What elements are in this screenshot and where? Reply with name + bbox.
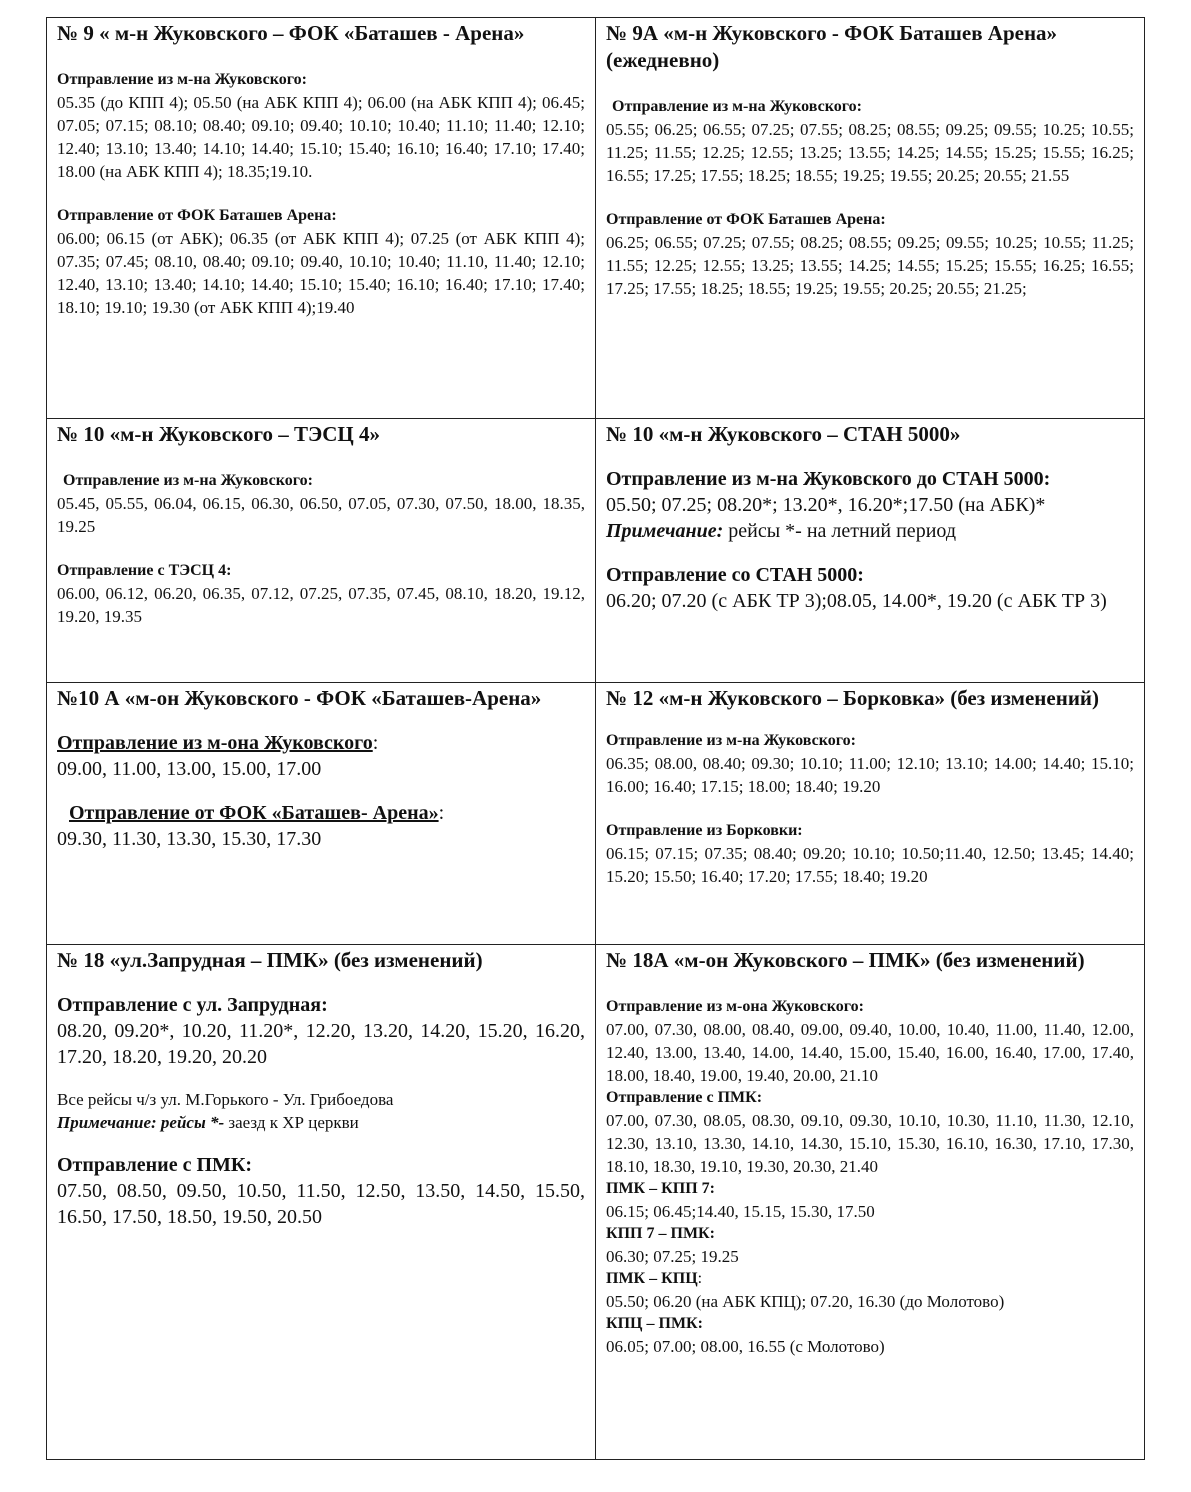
route-10a-dep2-colon: :: [438, 802, 445, 824]
route-18-dep1-times: 08.20, 09.20*, 10.20, 11.20*, 12.20, 13.20, 14.20, 15.20, 16.20, 17.20, 18.20, 19.20, 20.20: [57, 1020, 585, 1068]
route-12-dep2-label: Отправление из Борковки:: [606, 822, 803, 839]
route-12-dep2-times: 06.15; 07.15; 07.35; 08.40; 09.20; 10.10; 10.50;11.40, 12.50; 13.45; 14.40; 15.20; 15.50; 16.40; 17.20; 17.55; 18.40; 19.20: [606, 844, 1134, 886]
route-9a-dep2-label: Отправление от ФОК Баташев Арена:: [606, 211, 886, 228]
route-10-dep1-label: Отправление из м-на Жуковского:: [63, 472, 313, 489]
route-9-dep2-label: Отправление от ФОК Баташев Арена:: [57, 207, 337, 224]
note-text: заезд к ХР церкви: [224, 1113, 359, 1132]
route-10a-dep1-times: 09.00, 11.00, 13.00, 15.00, 17.00: [57, 758, 322, 780]
route-18-dep1-label: Отправление с ул. Запрудная:: [57, 994, 328, 1016]
route-18a-seg1-label: ПМК – КПП 7:: [606, 1180, 715, 1197]
route-9-title: № 9 « м-н Жуковского – ФОК «Баташев - Арена»: [57, 21, 525, 45]
route-10-title: № 10 «м-н Жуковского – ТЭСЦ 4»: [57, 422, 380, 446]
route-10-dep2-label: Отправление с ТЭСЦ 4:: [57, 562, 232, 579]
route-18a-dep2-label: Отправление с ПМК:: [606, 1089, 763, 1106]
route-18a-seg3-label: ПМК – КПЦ: [606, 1270, 698, 1287]
route-18-dep2-label: Отправление с ПМК:: [57, 1154, 253, 1176]
route-10a-dep1-heading: [57, 730, 585, 756]
note-label: Примечание:: [606, 520, 724, 542]
route-9a-dep1-times: 05.55; 06.25; 06.55; 07.25; 07.55; 08.25; 08.55; 09.25; 09.55; 10.25; 10.55; 11.25; 11.55; 12.25; 12.55; 13.25; 13.55; 14.25; 14.55; 15.25; 15.55; 16.25; 16.55; 17.25; 17.55; 18.25; 18.55; 19.25; 19.55; 20.25; 20.55; 21.55: [606, 120, 1134, 185]
route-10a-cell: [47, 683, 596, 945]
route-18a-seg3-heading: [606, 1268, 1134, 1290]
route-18a-seg3-colon: :: [697, 1270, 703, 1287]
route-18a-title: № 18А «м-он Жуковского – ПМК» (без изменений): [606, 948, 1085, 972]
route-18a-seg4-label: КПЦ – ПМК:: [606, 1315, 703, 1332]
route-9-dep1-times: 05.35 (до КПП 4); 05.50 (на АБК КПП 4); 06.00 (на АБК КПП 4); 06.45; 07.05; 07.15; 08.10; 08.40; 09.10; 09.40; 10.10; 10.40; 11.10; 11.40; 12.10; 12.40; 13.10; 13.40; 14.10; 14.40; 15.10; 15.40; 16.10; 16.40; 17.10; 17.40; 18.00 (на АБК КПП 4); 18.35;19.10.: [57, 93, 585, 181]
route-18-dep2-times: 07.50, 08.50, 09.50, 10.50, 11.50, 12.50, 13.50, 14.50, 15.50, 16.50, 17.50, 18.50, 19.50, 20.50: [57, 1180, 585, 1228]
route-18a-seg2-label: КПП 7 – ПМК:: [606, 1225, 715, 1242]
route-10-stan-title: № 10 «м-н Жуковского – СТАН 5000»: [606, 422, 961, 446]
route-10-stan-dep2-label: Отправление со СТАН 5000:: [606, 564, 864, 586]
route-9a-dep2-times: 06.25; 06.55; 07.25; 07.55; 08.25; 08.55; 09.25; 09.55; 10.25; 10.55; 11.25; 11.55; 12.25; 12.55; 13.25; 13.55; 14.25; 14.55; 15.25; 15.55; 16.25; 16.55; 17.25; 17.55; 18.25; 18.55; 19.25; 19.55; 20.25; 20.55; 21.25;: [606, 233, 1134, 298]
route-18a-seg1-times: 06.15; 06.45;14.40, 15.15, 15.30, 17.50: [606, 1202, 875, 1221]
route-10-stan-cell: [596, 419, 1144, 683]
route-9-cell: [47, 18, 596, 419]
route-18a-cell: [596, 945, 1144, 1459]
route-12-title: № 12 «м-н Жуковского – Борковка» (без изменений): [606, 686, 1100, 710]
route-10a-dep2-times: 09.30, 11.30, 13.30, 15.30, 17.30: [57, 828, 322, 850]
route-9a-title: № 9А «м-н Жуковского - ФОК Баташев Арена» (ежедневно): [606, 21, 1058, 72]
route-10-stan-dep1-label: Отправление из м-на Жуковского до СТАН 5000:: [606, 468, 1051, 490]
route-10a-dep2-label: Отправление от ФОК «Баташев- Арена»: [69, 802, 439, 824]
route-12-dep1-label: Отправление из м-на Жуковского:: [606, 732, 856, 749]
route-9-dep1-label: Отправление из м-на Жуковского:: [57, 71, 307, 88]
route-10-dep1-times: 05.45, 05.55, 06.04, 06.15, 06.30, 06.50, 07.05, 07.30, 07.50, 18.00, 18.35, 19.25: [57, 494, 585, 536]
route-10-stan-dep2-times: 06.20; 07.20 (с АБК ТР 3);08.05, 14.00*, 19.20 (с АБК ТР 3): [606, 590, 1107, 612]
route-12-dep1-times: 06.35; 08.00, 08.40; 09.30; 10.10; 11.00; 12.10; 13.10; 14.00; 14.40; 15.10; 16.00; 16.40; 17.15; 18.00; 18.40; 19.20: [606, 754, 1134, 796]
route-9-dep2-times: 06.00; 06.15 (от АБК); 06.35 (от АБК КПП 4); 07.25 (от АБК КПП 4); 07.35; 07.45; 08.10, 08.40; 09.10; 09.40, 10.10; 10.40; 11.10, 11.40; 12.10; 12.40, 13.10; 13.40; 14.10; 14.40; 15.10; 15.40; 16.10; 16.40; 17.10; 17.40; 18.10; 19.10; 19.30 (от АБК КПП 4);19.40: [57, 229, 585, 317]
route-18a-dep2-times: 07.00, 07.30, 08.05, 08.30, 09.10, 09.30, 10.10, 10.30, 11.10, 11.30, 12.10, 12.30, 13.10, 13.30, 14.10, 14.30, 15.10, 15.30, 16.10, 16.30, 17.10, 17.30, 18.10, 18.30, 19.10, 19.30, 20.30, 21.40: [606, 1111, 1134, 1176]
route-18a-seg3-times: 05.50; 06.20 (на АБК КПЦ); 07.20, 16.30 (до Молотово): [606, 1292, 1005, 1311]
route-18a-seg2-times: 06.30; 07.25; 19.25: [606, 1247, 739, 1266]
route-10-stan-note: [606, 518, 1134, 544]
route-9a-dep1-label: Отправление из м-на Жуковского:: [612, 98, 862, 115]
route-10a-dep2-heading: [57, 800, 585, 826]
route-10-stan-dep1-times: 05.50; 07.25; 08.20*; 13.20*, 16.20*;17.50 (на АБК)*: [606, 494, 1046, 516]
route-18-title: № 18 «ул.Запрудная – ПМК» (без изменений): [57, 948, 483, 972]
route-10-dep2-times: 06.00, 06.12, 06.20, 06.35, 07.12, 07.25, 07.35, 07.45, 08.10, 18.20, 19.12, 19.20, 19.35: [57, 584, 585, 626]
route-9a-cell: [596, 18, 1144, 419]
route-18-note: [57, 1111, 585, 1134]
schedule-table: [46, 17, 1145, 1460]
route-18-cell: [47, 945, 596, 1459]
route-10-cell: [47, 419, 596, 683]
note-text: рейсы *- на летний период: [723, 520, 956, 542]
route-10a-dep1-label: Отправление из м-она Жуковского: [57, 732, 373, 754]
route-10a-title: №10 А «м-он Жуковского - ФОК «Баташев-Арена»: [57, 686, 542, 710]
route-18a-dep1-label: Отправление из м-она Жуковского:: [606, 998, 864, 1015]
route-10a-dep1-colon: :: [372, 732, 379, 754]
route-18-via: Все рейсы ч/з ул. М.Горького - Ул. Грибоедова: [57, 1090, 394, 1109]
route-18a-dep1-times: 07.00, 07.30, 08.00, 08.40, 09.00, 09.40, 10.00, 10.40, 11.00, 11.40, 12.00, 12.40, 13.00, 13.40, 14.00, 14.40, 15.00, 15.40, 16.00, 16.40, 17.00, 17.40, 18.00, 18.40, 19.00, 19.40, 20.00, 21.10: [606, 1020, 1134, 1085]
route-18a-seg4-times: 06.05; 07.00; 08.00, 16.55 (с Молотово): [606, 1337, 885, 1356]
note-label: Примечание: рейсы *-: [57, 1113, 225, 1132]
route-12-cell: [596, 683, 1144, 945]
